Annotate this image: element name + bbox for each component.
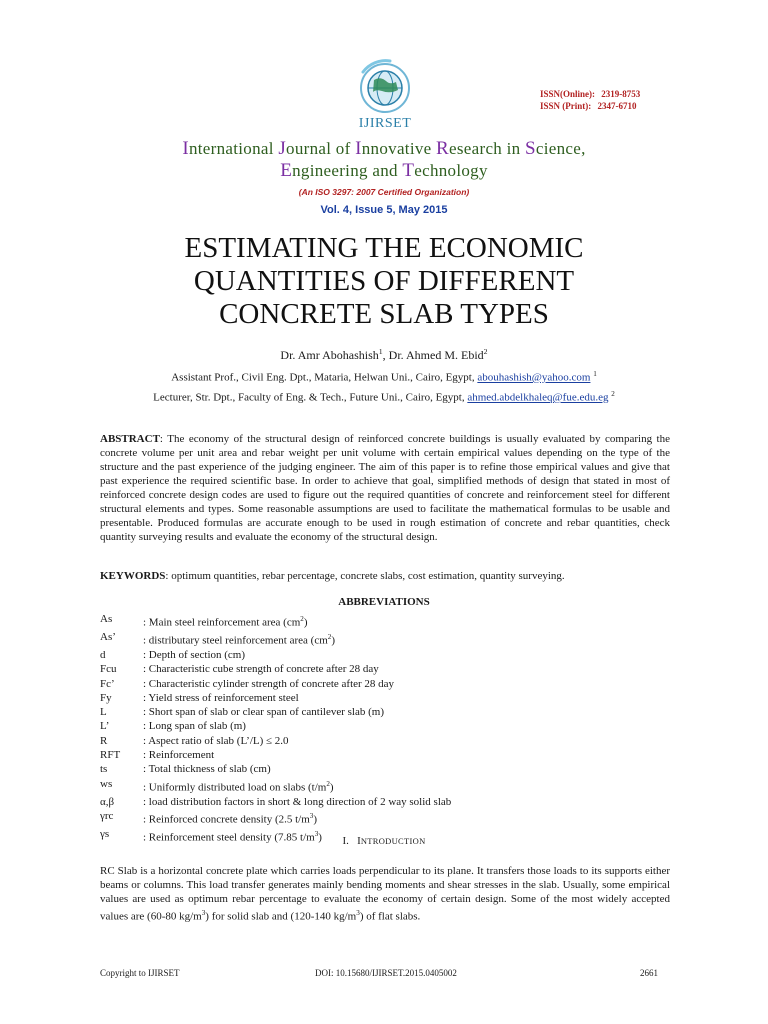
journal-word-rest: esearch in — [449, 139, 526, 158]
journal-word-rest: ngineering and — [292, 161, 403, 180]
abbreviation-symbol: Fy — [100, 691, 112, 704]
section-heading-introduction — [0, 835, 768, 847]
desc-sup: 3 — [309, 811, 314, 820]
journal-word-rest: nnovative — [361, 139, 437, 158]
abbreviation-desc — [143, 630, 335, 648]
abbreviations-heading: ABBREVIATIONS — [338, 596, 430, 608]
title-line: CONCRETE SLAB TYPES — [219, 298, 549, 330]
keywords-label: KEYWORDS — [100, 570, 166, 582]
footer-copyright: Copyright to IJIRSET — [100, 968, 180, 978]
abbreviation-symbol: α,β — [100, 795, 115, 808]
desc-text: : distributary steel reinforcement area (cm — [143, 634, 328, 647]
abbreviation-row — [100, 662, 660, 676]
keywords — [100, 570, 565, 582]
desc-text: : Reinforcement steel density (7.85 t/m — [143, 831, 315, 844]
journal-word-cap: R — [436, 138, 450, 159]
paper-title — [0, 232, 768, 331]
intro-text-3: ) of flat slabs. — [359, 910, 421, 923]
affiliation-2-email-link[interactable]: ahmed.abdelkhaleq@fue.edu.eg — [467, 391, 609, 404]
abbreviation-symbol: L — [100, 706, 107, 719]
desc-text: : Uniformly distributed load on slabs (t/m — [143, 781, 327, 794]
abbreviation-desc: : Characteristic cylinder strength of concrete after 28 day — [143, 677, 395, 690]
abbreviation-row — [100, 734, 660, 748]
issn-print-value: 2347-6710 — [597, 101, 637, 111]
abbreviation-row — [100, 630, 660, 648]
author-2-sup: 2 — [483, 347, 488, 356]
desc-tail: ) — [331, 634, 336, 647]
affiliation-1-email-link[interactable]: abouhashish@yahoo.com — [477, 371, 591, 384]
journal-word-cap: J — [278, 138, 287, 159]
abbreviation-desc: : Depth of section (cm) — [143, 648, 246, 661]
abbreviation-desc: : Aspect ratio of slab (L’/L) ≤ 2.0 — [143, 734, 289, 747]
abbreviation-symbol: d — [100, 648, 106, 661]
abbreviation-symbol: ts — [100, 763, 108, 776]
author-1: Dr. Amr Abohashish — [280, 348, 379, 362]
abstract-text: : The economy of the structural design of reinforced concrete buildings is usually evaluated by comparing the concrete volume per unit area and rebar weight per unit volume with certain empirical values depending on the type of the structure and the past experience of the judging engineer. The aim of this paper is to refine those empirical values and give that past experience the required scientific base. In order to achieve that goal, simplified methods of design that stated in most of reinforced concrete design codes are used to figure out the required quantities of concrete and reinforcement steel for different structural elements and types. Some reasonable assumptions are used to facilitate the mathematical formulas to be usable and presentable. Produced formulas are accurate enough to be used in rough estimation of concrete and rebar quantities, check quantity surveying results and evaluate the economy of the structural design. — [100, 433, 670, 543]
desc-sup: 2 — [327, 632, 332, 641]
journal-word-cap: T — [402, 160, 415, 181]
journal-word-cap: S — [525, 138, 536, 159]
abbreviation-desc: : Long span of slab (m) — [143, 720, 246, 733]
journal-name-line2 — [0, 160, 768, 182]
abbreviation-symbol: R — [100, 734, 108, 747]
abbreviation-desc — [143, 777, 334, 795]
desc-tail: ) — [318, 831, 322, 844]
abbreviation-desc: : load distribution factors in short & long direction of 2 way solid slab — [143, 795, 452, 808]
desc-sup: 2 — [326, 779, 330, 788]
intro-text-2: ) for solid slab and (120-140 kg/m — [205, 910, 357, 923]
abbreviation-symbol: RFT — [100, 748, 121, 761]
desc-sup: 2 — [300, 615, 304, 623]
abbreviation-desc — [143, 612, 308, 630]
issn-online — [540, 88, 640, 100]
abbreviation-row — [100, 648, 660, 662]
abbreviation-desc: : Characteristic cube strength of concrete after 28 day — [143, 663, 379, 676]
issn-print-label: ISSN (Print): — [540, 101, 592, 111]
abstract — [100, 432, 670, 544]
abbreviation-symbol: As’ — [100, 630, 116, 643]
abbreviation-row — [100, 677, 660, 691]
issn-print — [540, 100, 640, 112]
issn-online-value: 2319-8753 — [601, 89, 641, 99]
abbreviation-row — [100, 612, 660, 630]
globe-logo-icon — [330, 58, 440, 120]
abbreviation-row — [100, 762, 660, 776]
abbreviation-symbol: Fcu — [100, 663, 117, 676]
iso-certification: (An ISO 3297: 2007 Certified Organization) — [298, 187, 470, 197]
journal-name-line1 — [0, 138, 768, 160]
issn-online-label: ISSN(Online): — [540, 89, 596, 99]
affiliation-1-text: Assistant Prof., Civil Eng. Dpt., Mataria, Helwan Uni., Cairo, Egypt, — [171, 371, 475, 384]
abbreviation-desc: : Total thickness of slab (cm) — [143, 763, 271, 776]
affiliation-1 — [0, 370, 768, 384]
abbreviation-symbol: Fc’ — [100, 677, 115, 690]
desc-text: : Main steel reinforcement area (cm — [143, 616, 301, 629]
author-1-sup: 1 — [378, 347, 383, 356]
intro-sup-1: 3 — [201, 909, 206, 917]
abbreviation-desc — [143, 809, 317, 827]
desc-tail: ) — [313, 813, 318, 826]
introduction-paragraph — [100, 864, 670, 924]
journal-word-rest: cience, — [535, 139, 586, 158]
abbreviation-row — [100, 795, 660, 809]
abbreviation-desc: : Reinforcement — [143, 748, 215, 761]
section-number: I. — [342, 835, 349, 847]
abbreviation-row — [100, 748, 660, 762]
affiliation-2-sup: 2 — [611, 390, 615, 398]
abbreviation-symbol: γs — [100, 827, 110, 840]
author-separator: , — [382, 348, 389, 362]
abbreviation-symbol: As — [100, 613, 113, 625]
abbreviation-row — [100, 809, 660, 827]
journal-word-cap: I — [182, 138, 189, 159]
abstract-label: ABSTRACT — [100, 433, 160, 445]
desc-sup: 3 — [314, 829, 319, 838]
journal-word-cap: E — [280, 160, 293, 181]
authors — [0, 347, 768, 363]
abbreviation-row — [100, 705, 660, 719]
footer-doi: DOI: 10.15680/IJIRSET.2015.0405002 — [315, 968, 457, 978]
journal-word-rest: echnology — [414, 161, 488, 180]
desc-tail: ) — [303, 616, 308, 629]
abbreviation-row — [100, 719, 660, 733]
journal-logo — [330, 58, 440, 138]
issn-block — [540, 88, 640, 112]
abbreviation-symbol: ws — [100, 777, 113, 790]
abbreviation-row — [100, 777, 660, 795]
abbreviation-desc: : Short span of slab or clear span of cantilever slab (m) — [143, 706, 385, 719]
desc-text: : Reinforced concrete density (2.5 t/m — [143, 813, 310, 826]
footer-page-number: 2661 — [640, 968, 658, 978]
keywords-text: : optimum quantities, rebar percentage, concrete slabs, cost estimation, quantity surveying. — [165, 570, 565, 582]
affiliation-1-sup: 1 — [593, 370, 597, 378]
abbreviation-symbol: L’ — [100, 720, 110, 733]
logo-text: IJIRSET — [358, 116, 412, 131]
abbreviation-row — [100, 691, 660, 705]
affiliation-2 — [0, 390, 768, 404]
abbreviation-desc: : Yield stress of reinforcement steel — [143, 691, 299, 704]
abbreviations-list — [100, 612, 660, 845]
title-line: ESTIMATING THE ECONOMIC — [184, 232, 584, 264]
volume-issue: Vol. 4, Issue 5, May 2015 — [320, 204, 448, 216]
journal-word-rest: nternational — [188, 139, 279, 158]
section-first-letter: I — [357, 835, 361, 847]
intro-sup-2: 3 — [356, 909, 360, 917]
title-line: QUANTITIES OF DIFFERENT — [193, 265, 575, 297]
desc-tail: ) — [329, 781, 334, 794]
intro-text-1: RC Slab is a horizontal concrete plate which carries loads perpendicular to its plane. It transfers those loads to its supports either beams or columns. This load transfer generates mainly bending moments and shear stresses in the slab. Usually, some empirical values are used as optimum rebar percentage to evaluate the economy of certain design. Some of the most widely accepted values are (60-80 kg/m — [100, 865, 670, 923]
affiliation-2-text: Lecturer, Str. Dpt., Faculty of Eng. & Tech., Future Uni., Cairo, Egypt, — [153, 391, 465, 404]
journal-word-cap: I — [355, 138, 362, 159]
section-rest: NTRODUCTION — [360, 836, 426, 846]
journal-word-rest: ournal of — [286, 139, 356, 158]
author-2: Dr. Ahmed M. Ebid — [388, 348, 484, 362]
abbreviation-symbol: γrc — [100, 809, 114, 822]
